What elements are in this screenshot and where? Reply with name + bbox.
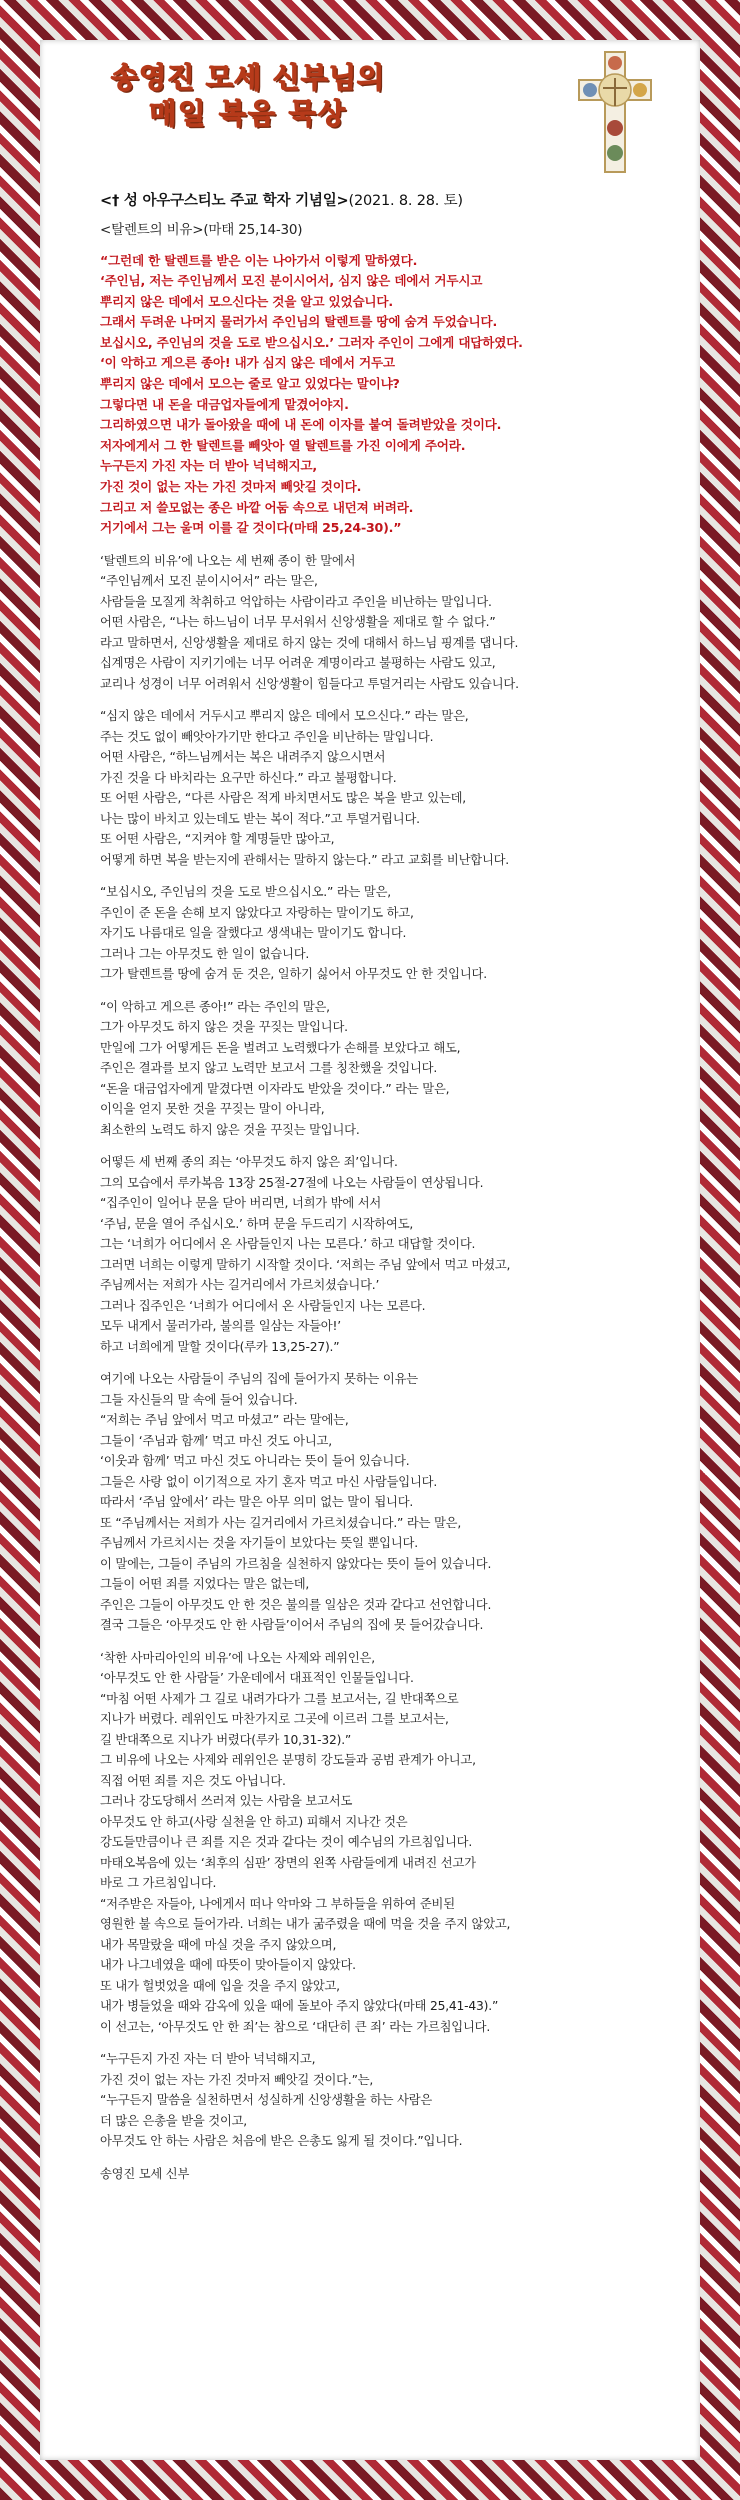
- meditation-content: [100, 190, 660, 2184]
- page-title: [98, 60, 398, 132]
- header: [40, 40, 700, 170]
- title-line-2: 매일 복음 묵상: [149, 97, 347, 130]
- feast-title: [100, 190, 660, 212]
- reading-reference: <탈렌트의 비유>(마태 25,14-30): [100, 222, 303, 238]
- paragraph: 어떻든 세 번째 종의 죄는 ‘아무것도 하지 않은 죄’입니다. 그의 모습에서 루카복음 13장 25절-27절에 나오는 사람들이 연상됩니다. “집주인이 일어나 문을 닫아 버리면, 너희가 밖에 서서 ‘주님, 문을 열어 주십시오.’ 하며 문을 두드리기 시작하여도, 그는 ‘너희가 어디에서 온 사람들인지 나는 모른다.’ 하고 대답할 것이다. 그러면 너희는 이렇게 말하기 시작할 것이다. ‘저희는 주님 앞에서 먹고 마셨고, 주님께서는 저희가 사는 길거리에서 가르치셨습니다.’ 그러나 집주인은 ‘너희가 어디에서 온 사람들인지 나는 모른다. 모두 내게서 물러가라, 불의를 일삼는 자들아!’ 하고 너희에게 말할 것이다(루카 13,25-27).”: [100, 1155, 511, 1354]
- paragraph: ‘착한 사마리아인의 비유’에 나오는 사제와 레위인은, ‘아무것도 안 한 사람들’ 가운데에서 대표적인 인물들입니다. “마침 어떤 사제가 그 길로 내려가다가 그를 보고서는, 길 반대쪽으로 지나가 버렸다. 레위인도 마찬가지로 그곳에 이르러 그를 보고서는, 길 반대쪽으로 지나가 버렸다(루카 10,31-32).” 그 비유에 나오는 사제와 레위인은 분명히 강도들과 공범 관계가 아니고, 직접 어떤 죄를 지은 것도 아닙니다. 그러나 강도당해서 쓰러져 있는 사람을 보고서도 아무것도 안 하고(사랑 실천을 안 하고) 피해서 지나간 것은 강도들만큼이나 큰 죄를 지은 것과 같다는 것이 예수님의 가르침입니다. 마태오복음에 있는 ‘최후의 심판’ 장면의 왼쪽 사람들에게 내려진 선고가 바로 그 가르침입니다. “저주받은 자들아, 나에게서 떠나 악마와 그 부하들을 위하여 준비된 영원한 불 속으로 들어가라. 너희는 내가 굶주렸을 때에 먹을 것을 주지 않았고, 내가 목말랐을 때에 마실 것을 주지 않았으며, 내가 나그네였을 때에 따뜻이 맞아들이지 않았다. 또 내가 헐벗었을 때에 입을 것을 주지 않았고, 내가 병들었을 때와 감옥에 있을 때에 돌보아 주지 않았다(마태 25,41-43).” 이 선고는, ‘아무것도 안 한 죄’는 참으로 ‘대단히 큰 죄’ 라는 가르침입니다.: [100, 1650, 511, 2034]
- document-paper: [40, 40, 700, 2460]
- author-signature: 송영진 모세 신부: [100, 2166, 190, 2181]
- gospel-passage: “그런데 한 탈렌트를 받은 이는 나아가서 이렇게 말하였다. ‘주인님, 저는 주인님께서 모진 분이시어서, 심지 않은 데에서 거두시고 뿌리지 않은 데에서 모으신다는 것을 알고 있었습니다. 그래서 두려운 나머지 물러가서 주인님의 탈렌트를 땅에 숨겨 두었습니다. 보십시오, 주인님의 것을 도로 받으십시오.’ 그러자 주인이 그에게 대답하였다. ‘이 악하고 게으른 종아! 내가 심지 않은 데에서 거두고 뿌리지 않은 데에서 모으는 줄로 알고 있었다는 말이냐? 그렇다면 내 돈을 대금업자들에게 맡겼어야지. 그리하였으면 내가 돌아왔을 때에 내 돈에 이자를 붙여 돌려받았을 것이다. 저자에게서 그 한 탈렌트를 빼앗아 열 탈렌트를 가진 이에게 주어라. 누구든지 가진 자는 더 받아 넉넉해지고, 가진 것이 없는 자는 가진 것마저 빼앗길 것이다. 그리고 저 쓸모없는 종은 바깥 어둠 속으로 내던져 버려라. 거기에서 그는 울며 이를 갈 것이다(마태 25,24-30).”: [100, 252, 523, 536]
- feast-date: (2021. 8. 28. 토): [348, 193, 463, 209]
- paragraph: “심지 않은 데에서 거두시고 뿌리지 않은 데에서 모으신다.” 라는 말은, 주는 것도 없이 빼앗아가기만 한다고 주인을 비난하는 말입니다. 어떤 사람은, “하느님께서는 복은 내려주지 않으시면서 가진 것을 다 바치라는 요구만 하신다.” 라고 불평합니다. 또 어떤 사람은, “다른 사람은 적게 바치면서도 많은 복을 받고 있는데, 나는 많이 바치고 있는데도 받는 복이 적다.”고 투덜거립니다. 또 어떤 사람은, “지켜야 할 계명들만 많아고, 어떻게 하면 복을 받는지에 관해서는 말하지 않는다.” 라고 교회를 비난합니다.: [100, 709, 510, 867]
- crucifix-icon: [560, 48, 670, 178]
- feast-name: <† 성 아우구스티노 주교 학자 기념일>: [100, 193, 349, 209]
- paragraph: “누구든지 가진 자는 더 받아 넉넉해지고, 가진 것이 없는 자는 가진 것마저 빼앗길 것이다.”는, “누구든지 말씀을 실천하면서 성실하게 신앙생활을 하는 사람은 더 많은 은총을 받을 것이고, 아무것도 안 하는 사람은 처음에 받은 은총도 잃게 될 것이다.”입니다.: [100, 2052, 463, 2149]
- paragraph: “보십시오, 주인님의 것을 도로 받으십시오.” 라는 말은, 주인이 준 돈을 손해 보지 않았다고 자랑하는 말이기도 하고, 자기도 나름대로 일을 잘했다고 생색내는 말이기도 합니다. 그러나 그는 아무것도 한 일이 없습니다. 그가 탈렌트를 땅에 숨겨 둔 것은, 일하기 싫어서 아무것도 안 한 것입니다.: [100, 885, 487, 982]
- paragraph: “이 악하고 게으른 종아!” 라는 주인의 말은, 그가 아무것도 하지 않은 것을 꾸짖는 말입니다. 만일에 그가 어떻게든 돈을 벌려고 노력했다가 손해를 보았다고 해도, 주인은 결과를 보지 않고 노력만 보고서 그를 칭찬했을 것입니다. “돈을 대금업자에게 맡겼다면 이자라도 받았을 것이다.” 라는 말은, 이익을 얻지 못한 것을 꾸짖는 말이 아니라, 최소한의 노력도 하지 않은 것을 꾸짖는 말입니다.: [100, 999, 461, 1137]
- paragraph: ‘탈렌트의 비유’에 나오는 세 번째 종이 한 말에서 “주인님께서 모진 분이시어서” 라는 말은, 사람들을 모질게 착취하고 억압하는 사람이라고 주인을 비난하는 말입니다. 어떤 사람은, “나는 하느님이 너무 무서워서 신앙생활을 제대로 할 수 없다.” 라고 말하면서, 신앙생활을 제대로 하지 않는 것에 대해서 하느님 핑계를 댑니다. 십계명은 사람이 지키기에는 너무 어려운 계명이라고 불평하는 사람도 있고, 교리나 성경이 너무 어려워서 신앙생활이 힘들다고 투덜거리는 사람도 있습니다.: [100, 553, 519, 691]
- title-line-1: 송영진 모세 신부님의: [111, 61, 385, 94]
- paragraph: 여기에 나오는 사람들이 주님의 집에 들어가지 못하는 이유는 그들 자신들의 말 속에 들어 있습니다. “저희는 주님 앞에서 먹고 마셨고” 라는 말에는, 그들이 ‘주님과 함께’ 먹고 마신 것도 아니고, ‘이웃과 함께’ 먹고 마신 것도 아니라는 뜻이 들어 있습니다. 그들은 사랑 없이 이기적으로 자기 혼자 먹고 마신 사람들입니다. 따라서 ‘주님 앞에서’ 라는 말은 아무 의미 없는 말이 됩니다. 또 “주님께서는 저희가 사는 길거리에서 가르치셨습니다.” 라는 말은, 주님께서 가르치시는 것을 자기들이 보았다는 뜻일 뿐입니다. 이 말에는, 그들이 주님의 가르침을 실천하지 않았다는 뜻이 들어 있습니다. 그들이 어떤 죄를 지었다는 말은 없는데, 주인은 그들이 아무것도 안 한 것은 불의를 일삼은 것과 같다고 선언합니다. 결국 그들은 ‘아무것도 안 한 사람들’이어서 주님의 집에 못 들어갔습니다.: [100, 1372, 492, 1633]
